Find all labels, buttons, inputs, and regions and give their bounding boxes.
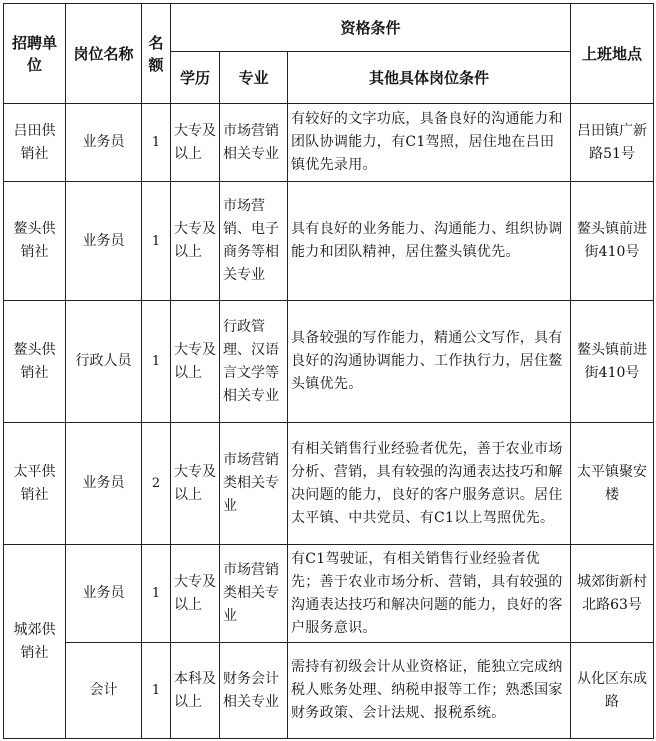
count-cell: 1 xyxy=(142,545,171,643)
education-cell: 大专及以上 xyxy=(171,182,220,301)
position-cell: 会计 xyxy=(66,643,142,739)
unit-cell: 鳌头供销社 xyxy=(4,182,66,301)
unit-cell: 城郊供销社 xyxy=(4,545,66,739)
unit-cell: 吕田供销社 xyxy=(4,104,66,182)
recruitment-table xyxy=(3,3,654,739)
conditions-cell: 需持有初级会计从业资格证，能独立完成纳税人账务处理、纳税申报等工作；熟悉国家财务政策、会计法规、报税系统。 xyxy=(288,643,571,739)
table-row xyxy=(4,545,654,643)
major-cell: 市场营销、电子商务等相关专业 xyxy=(220,182,288,301)
table-row xyxy=(4,643,654,739)
major-cell: 市场营销相关专业 xyxy=(220,104,288,182)
position-cell: 业务员 xyxy=(66,104,142,182)
location-cell: 从化区东成路 xyxy=(571,643,654,739)
education-cell: 大专及以上 xyxy=(171,545,220,643)
position-cell: 业务员 xyxy=(66,423,142,545)
unit-cell: 鳌头供销社 xyxy=(4,301,66,423)
location-cell: 太平镇聚安楼 xyxy=(571,423,654,545)
education-cell: 大专及以上 xyxy=(171,423,220,545)
location-cell: 城郊街新村北路63号 xyxy=(571,545,654,643)
major-cell: 财务会计相关专业 xyxy=(220,643,288,739)
header-row xyxy=(4,4,654,52)
education-cell: 大专及以上 xyxy=(171,301,220,423)
header-education: 学历 xyxy=(171,52,220,104)
header-unit: 招聘单位 xyxy=(4,4,66,104)
header-major: 专业 xyxy=(220,52,288,104)
conditions-cell: 具备较强的写作能力，精通公文写作，具有良好的沟通协调能力、工作执行力，居住鳌头镇优先。 xyxy=(288,301,571,423)
count-cell: 1 xyxy=(142,643,171,739)
education-cell: 大专及以上 xyxy=(171,104,220,182)
unit-cell: 太平供销社 xyxy=(4,423,66,545)
count-cell: 1 xyxy=(142,104,171,182)
location-cell: 鳌头镇前进街410号 xyxy=(571,301,654,423)
table-row xyxy=(4,182,654,301)
major-cell: 市场营销类相关专业 xyxy=(220,423,288,545)
education-cell: 本科及以上 xyxy=(171,643,220,739)
location-cell: 鳌头镇前进街410号 xyxy=(571,182,654,301)
header-qualification: 资格条件 xyxy=(171,4,571,52)
conditions-cell: 有C1驾驶证，有相关销售行业经验者优先；善于农业市场分析、营销，具有较强的沟通表达技巧和解决问题的能力，良好的客户服务意识。 xyxy=(288,545,571,643)
position-cell: 行政人员 xyxy=(66,301,142,423)
table-row xyxy=(4,104,654,182)
table-row xyxy=(4,301,654,423)
header-position: 岗位名称 xyxy=(66,4,142,104)
conditions-cell: 有较好的文字功底，具备良好的沟通能力和团队协调能力，有C1驾照，居住地在吕田镇优先录用。 xyxy=(288,104,571,182)
header-other-conditions: 其他具体岗位条件 xyxy=(288,52,571,104)
header-count: 名额 xyxy=(142,4,171,104)
major-cell: 行政管理、汉语言文学等相关专业 xyxy=(220,301,288,423)
position-cell: 业务员 xyxy=(66,545,142,643)
conditions-cell: 有相关销售行业经验者优先，善于农业市场分析、营销，具有较强的沟通表达技巧和解决问题的能力，良好的客户服务意识。居住太平镇、中共党员、有C1以上驾照优先。 xyxy=(288,423,571,545)
table-row xyxy=(4,423,654,545)
conditions-cell: 具有良好的业务能力、沟通能力、组织协调能力和团队精神，居住鳌头镇优先。 xyxy=(288,182,571,301)
count-cell: 2 xyxy=(142,423,171,545)
location-cell: 吕田镇广新路51号 xyxy=(571,104,654,182)
major-cell: 市场营销类相关专业 xyxy=(220,545,288,643)
count-cell: 1 xyxy=(142,182,171,301)
count-cell: 1 xyxy=(142,301,171,423)
header-location: 上班地点 xyxy=(571,4,654,104)
position-cell: 业务员 xyxy=(66,182,142,301)
